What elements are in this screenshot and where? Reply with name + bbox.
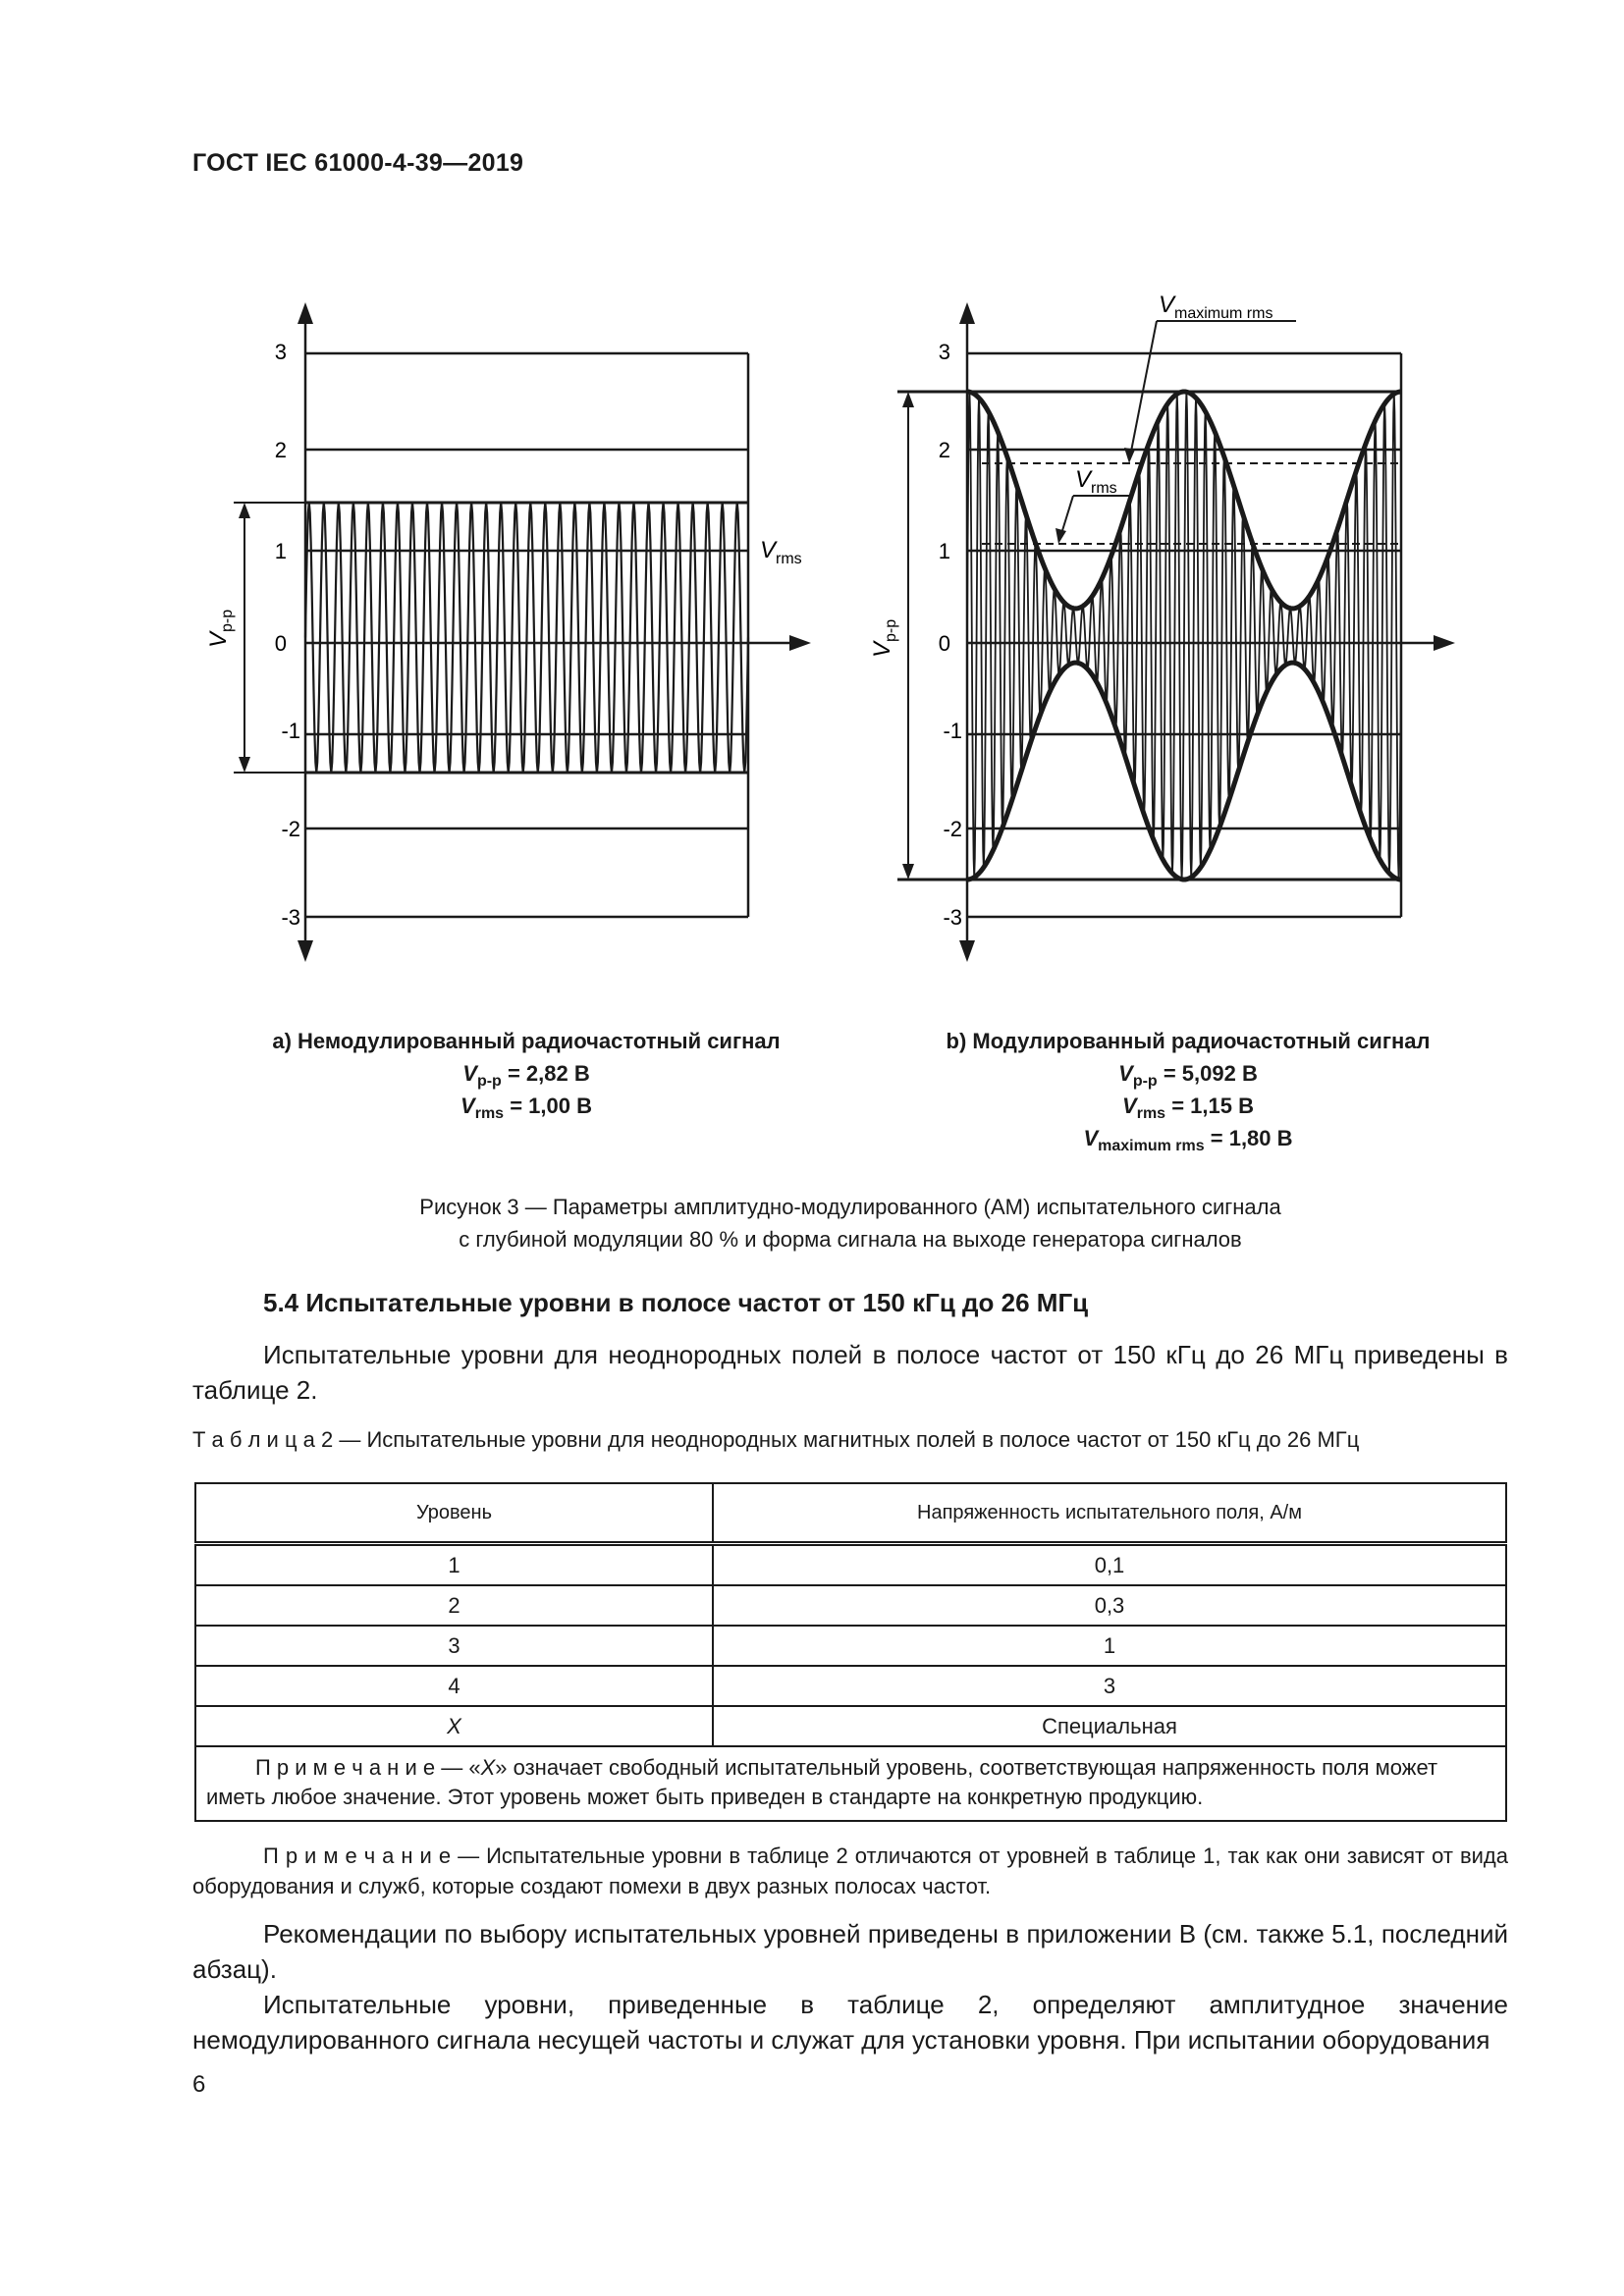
cell-level: 4 <box>195 1666 713 1706</box>
section-intro: Испытательные уровни для неоднородных полей в полосе частот от 150 кГц до 26 МГц приведены в таблице 2. <box>192 1340 1508 1405</box>
table-note-row <box>195 1746 1506 1821</box>
figure-caption-line-2: с глубиной модуляции 80 % и форма сигнала на выходе генератора сигналов <box>459 1227 1242 1252</box>
unmodulated-signal-plot <box>205 302 811 962</box>
header-level: Уровень <box>195 1483 713 1544</box>
right-y-tick-0: 0 <box>938 631 950 656</box>
right-vpp-label <box>869 619 899 658</box>
header-field-strength: Напряженность испытательного поля, А/м <box>713 1483 1506 1544</box>
caption-b-vpp: $V_{p-p} = 5,092$ В <box>1118 1061 1258 1090</box>
table-row <box>195 1585 1506 1626</box>
right-vrms-label: $V_{rms}$ <box>1075 466 1117 497</box>
left-y-tick-0: 0 <box>274 631 287 656</box>
page-number: 6 <box>192 2071 206 2098</box>
left-y-tick-3: 3 <box>274 340 287 364</box>
cell-level: 3 <box>195 1626 713 1666</box>
right-y-tick-minus-3: -3 <box>943 905 962 930</box>
table-row <box>195 1706 1506 1746</box>
right-y-tick-3: 3 <box>938 340 950 364</box>
note-after-table <box>192 1841 1508 1901</box>
right-y-tick-minus-2: -2 <box>943 817 962 841</box>
unmodulated-waveform <box>305 503 748 773</box>
cell-level: X <box>195 1706 713 1746</box>
cell-level: 1 <box>195 1544 713 1586</box>
table-note-text: » означает свободный испытательный уровень, соответствующая напряженность поля может иметь любое значение. Этот уровень может быть приведен в стандарте на конкретную продукцию. <box>206 1755 1438 1809</box>
caption-a-vrms: $V_{rms} = 1,00$ В <box>460 1094 592 1122</box>
modulated-signal-plot <box>869 292 1455 962</box>
note-prefix: П р и м е ч а н и е <box>263 1843 452 1868</box>
cell-strength: 0,3 <box>713 1585 1506 1626</box>
table-note-prefix: П р и м е ч а н и е <box>255 1755 436 1780</box>
caption-a-title: a) Немодулированный радиочастотный сигнал <box>272 1029 781 1053</box>
cell-level: 2 <box>195 1585 713 1626</box>
caption-a <box>232 1025 821 1122</box>
left-vpp-label <box>205 610 236 648</box>
table-title-prefix: Т а б л и ц а <box>192 1427 315 1452</box>
table-row <box>195 1544 1506 1586</box>
table-title-text: 2 — Испытательные уровни для неоднородных магнитных полей в полосе частот от 150 кГц до 26 МГц <box>314 1427 1360 1452</box>
section-title: 5.4 Испытательные уровни в полосе частот от 150 кГц до 26 МГц <box>263 1288 1089 1317</box>
caption-b <box>884 1025 1492 1154</box>
left-vrms-label: $V_{rms}$ <box>760 537 802 567</box>
table-note <box>195 1746 1506 1821</box>
test-levels-table <box>194 1482 1507 1822</box>
table-header-row <box>195 1483 1506 1544</box>
left-y-tick-minus-1: -1 <box>281 719 300 743</box>
table-row <box>195 1626 1506 1666</box>
cell-strength: 0,1 <box>713 1544 1506 1586</box>
caption-b-vmax: $V_{maximum rms} = 1,80$ В <box>1083 1126 1293 1154</box>
cell-strength: 3 <box>713 1666 1506 1706</box>
left-y-tick-minus-3: -3 <box>281 905 300 930</box>
document-header: ГОСТ IEC 61000-4-39—2019 <box>192 149 524 177</box>
modulated-carrier-waveform <box>967 392 1401 879</box>
svg-text:Vp-p: $V_{p-p}$ <box>869 618 899 658</box>
left-y-tick-minus-2: -2 <box>281 817 300 841</box>
svg-text:Vp-p: $V_{p-p}$ <box>205 609 236 648</box>
paragraph-recommendations: Рекомендации по выбору испытательных уровней приведены в приложении В (см. также 5.1, последний абзац). <box>192 1919 1508 1984</box>
paragraph-test-levels: Испытательные уровни, приведенные в таблице 2, определяют амплитудное значение немодулированного сигнала несущей частоты и служат для установки уровня. При испытании оборудования <box>192 1990 1508 2055</box>
caption-b-title: b) Модулированный радиочастотный сигнал <box>946 1029 1431 1053</box>
left-y-tick-1: 1 <box>274 539 287 563</box>
right-vmax-rms-label: $V_{maximum rms}$ <box>1159 292 1273 322</box>
note-text: — Испытательные уровни в таблице 2 отличаются от уровней в таблице 1, так как они зависят от вида оборудования и служб, которые создают помехи в двух разных полосах частот. <box>192 1843 1508 1898</box>
left-y-tick-2: 2 <box>274 438 287 462</box>
cell-strength: Специальная <box>713 1706 1506 1746</box>
caption-b-vrms: $V_{rms} = 1,15$ В <box>1122 1094 1254 1122</box>
figure-caption <box>192 1191 1508 1255</box>
table-note-x: X <box>480 1755 496 1780</box>
table-note-dash: — « <box>435 1755 481 1780</box>
table-title <box>192 1425 1508 1455</box>
table-row <box>195 1666 1506 1706</box>
right-y-tick-1: 1 <box>938 539 950 563</box>
caption-a-vpp: $V_{p-p} = 2,82$ В <box>462 1061 590 1090</box>
cell-strength: 1 <box>713 1626 1506 1666</box>
right-y-tick-2: 2 <box>938 438 950 462</box>
figure-caption-line-1: Рисунок 3 — Параметры амплитудно-модулированного (АМ) испытательного сигнала <box>419 1195 1281 1219</box>
right-y-tick-minus-1: -1 <box>943 719 962 743</box>
